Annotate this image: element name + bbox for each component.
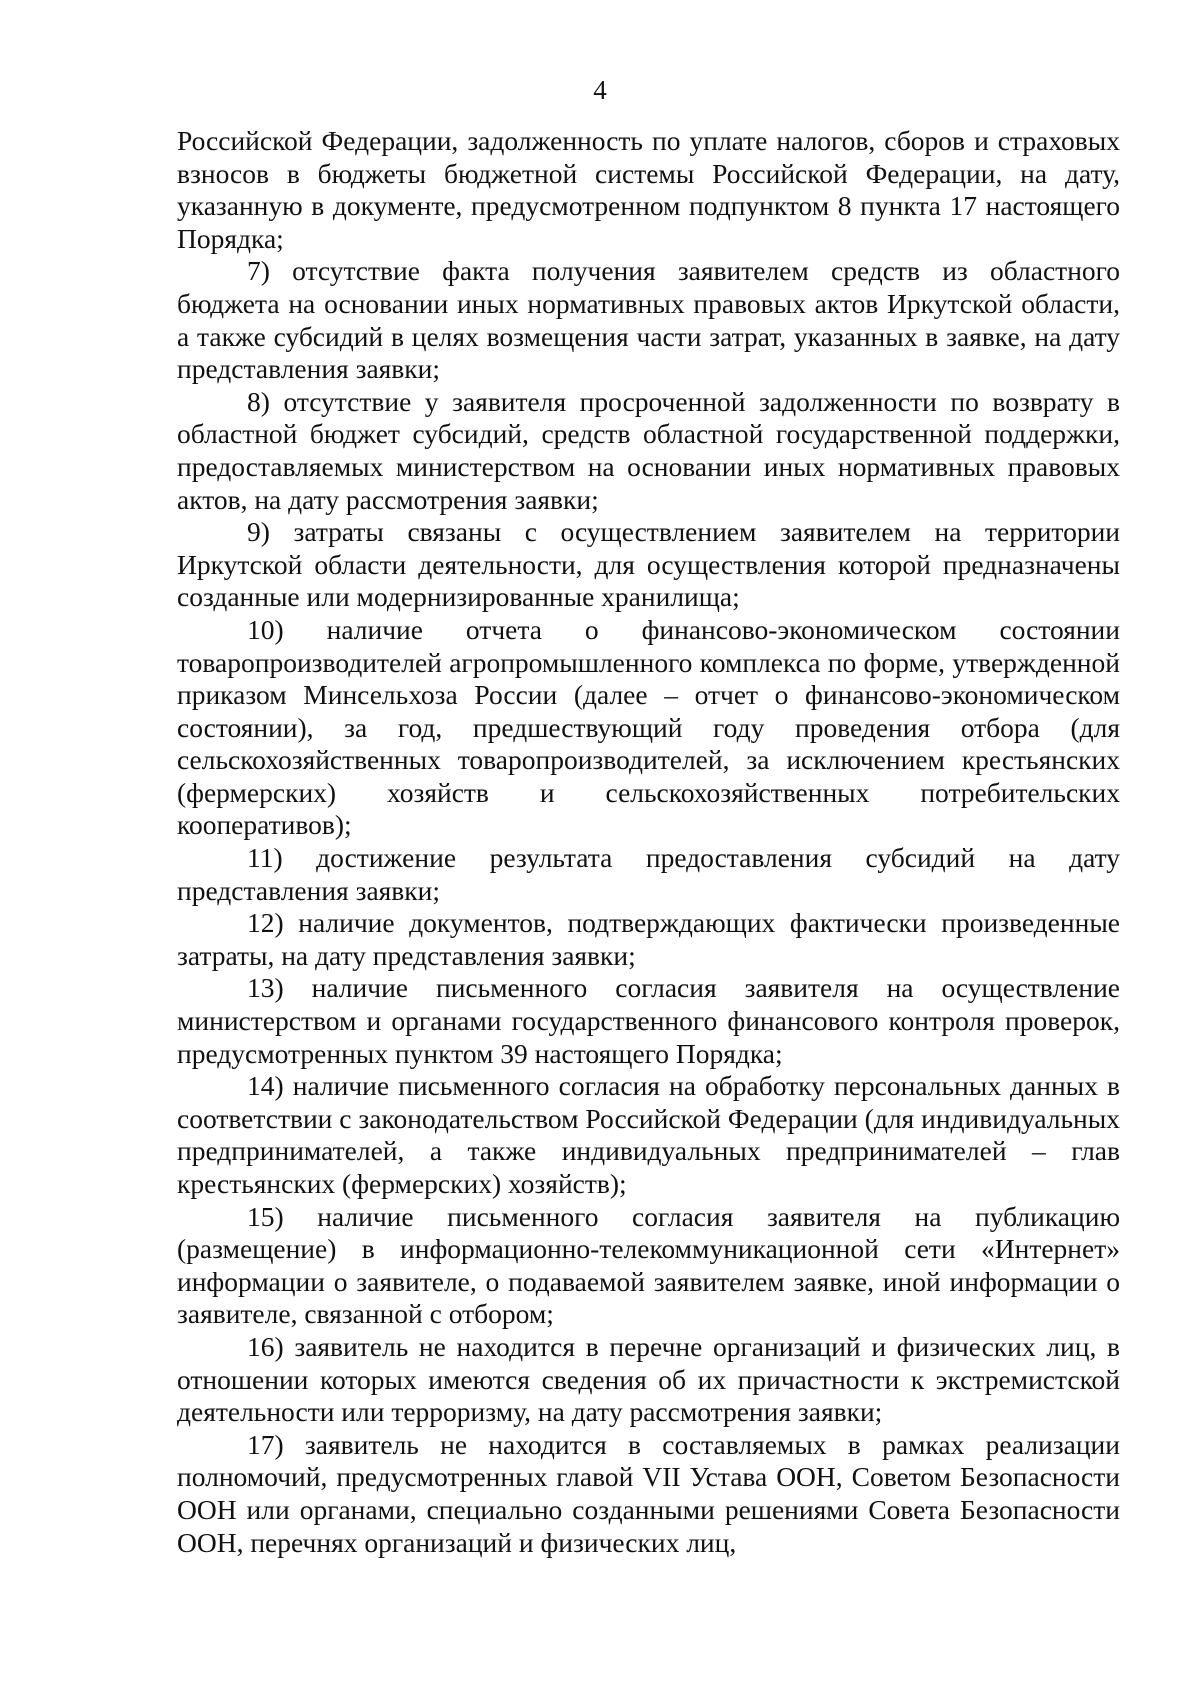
paragraph-item-16: 16) заявитель не находится в перечне организаций и физических лиц, в отношении которых имеются сведения об их причастности к экстремистской деятельности или терроризму, на дату рассмотрения заявки; (177, 1330, 1120, 1428)
paragraph-item-13: 13) наличие письменного согласия заявителя на осуществление министерством и органами государственного финансового контроля проверок, предусмотренных пунктом 39 настоящего Порядка; (177, 972, 1120, 1069)
page-number: 4 (593, 75, 607, 105)
paragraph-item-14: 14) наличие письменного согласия на обработку персональных данных в соответствии с законодательством Российской Федерации (для индивидуальных предпринимателей, а также индивидуальных предпринимателей – глав крестьянских (фермерских) хозяйств); (177, 1070, 1120, 1199)
paragraph-continuation: Российской Федерации, задолженность по уплате налогов, сборов и страховых взносов в бюджеты бюджетной системы Российской Федерации, на дату, указанную в документе, предусмотренном подпунктом 8 пункта 17 настоящего Порядка; (177, 125, 1120, 254)
paragraph-item-8: 8) отсутствие у заявителя просроченной задолженности по возврату в областной бюджет субсидий, средств областной государственной поддержки, предоставляемых министерством на основании иных нормативных правовых актов, на дату рассмотрения заявки; (177, 385, 1120, 515)
paragraph-item-10: 10) наличие отчета о финансово-экономическом состоянии товаропроизводителей агропромышленного комплекса по форме, утвержденной приказом Минсельхоза России (далее – отчет о финансово-экономическом состоянии), за год, предшествующий году проведения отбора (для сельскохозяйственных товаропроизводителей, за исключением крестьянских (фермерских) хозяйств и сельскохозяйственных потребительских кооперативов); (177, 613, 1120, 841)
paragraph-item-12: 12) наличие документов, подтверждающих фактически произведенные затраты, на дату представления заявки; (177, 907, 1120, 971)
paragraph-item-11: 11) достижение результата предоставления субсидий на дату представления заявки; (177, 842, 1120, 906)
paragraph-item-15: 15) наличие письменного согласия заявителя на публикацию (размещение) в информационно-телекоммуникационной сети «Интернет» информации о заявителе, о подаваемой заявителем заявке, иной информации о заявителе, связанной с отбором; (177, 1200, 1120, 1330)
paragraph-item-17: 17) заявитель не находится в составляемых в рамках реализации полномочий, предусмотренных главой VII Устава ООН, Советом Безопасности ООН или органами, специально созданными решениями Совета Безопасности ООН, перечнях организаций и физических лиц, (177, 1428, 1120, 1558)
paragraph-item-7: 7) отсутствие факта получения заявителем средств из областного бюджета на основании иных нормативных правовых актов Иркутской области, а также субсидий в целях возмещения части затрат, указанных в заявке, на дату представления заявки; (177, 255, 1120, 385)
paragraph-item-9: 9) затраты связаны с осуществлением заявителем на территории Иркутской области деятельности, для осуществления которой предназначены созданные или модернизированные хранилища; (177, 516, 1120, 613)
document-body (177, 125, 1120, 1559)
